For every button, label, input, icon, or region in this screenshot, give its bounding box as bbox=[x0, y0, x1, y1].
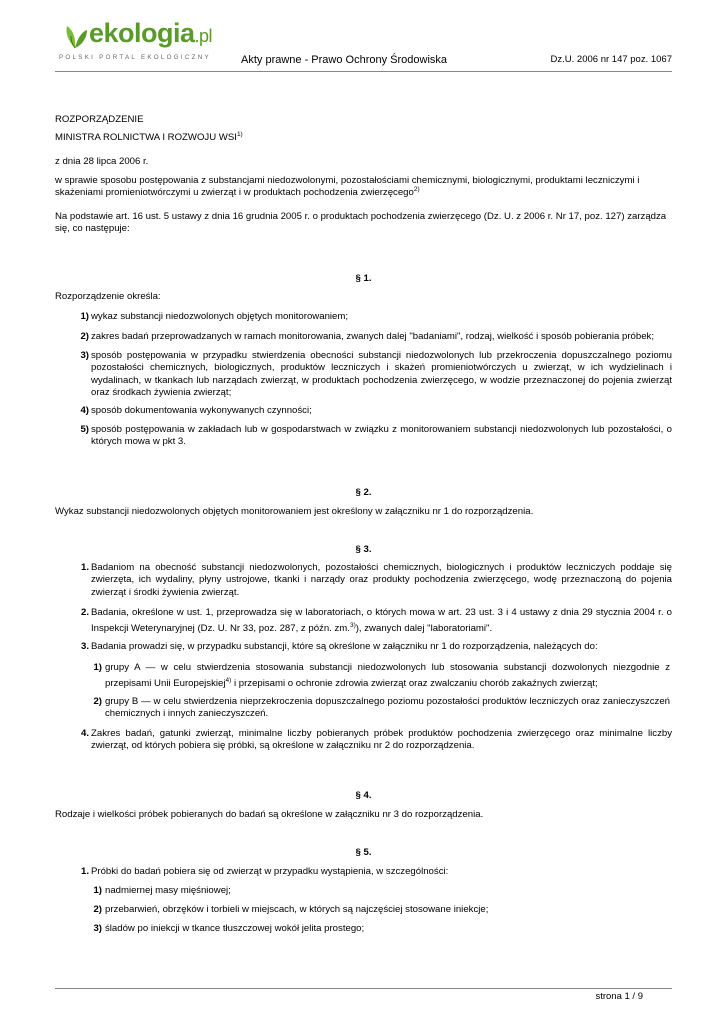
list-item: 4) sposób dokumentowania wykonywanych czynności; bbox=[80, 405, 312, 416]
list-item: 1) grupy A — w celu stwierdzenia stosowania substancji niedozwolonych lub stosowania substancji dozwolonych niezgodnie z przepisami Unii Europejskiej$^{4)}$ i przepisami o ochronie zdrowia zwierząt oraz zwalczaniu chorób zakaźnych zwierząt; bbox=[93, 662, 670, 690]
ekologia-logo[interactable] bbox=[59, 20, 229, 70]
list-item: 5) sposób postępowania w zakładach lub w gospodarstwach w związku z monitorowaniem substancji niedozwolonych lub pozostałości, o których mowa w pkt 3. bbox=[80, 424, 672, 448]
paragraph: 3. Badania prowadzi się, w przypadku substancji, które są określone w załączniku nr 1 do rozporządzenia, należących do: bbox=[80, 641, 598, 652]
list-item: 2) zakres badań przeprowadzanych w ramach monitorowania, zwanych dalej "badaniami", rodzaj, wielkość i sposób pobierania próbek; bbox=[80, 331, 655, 342]
list-item: 3) śladów po iniekcji w tkance tłuszczowej wokół jelita prostego; bbox=[93, 923, 365, 934]
section-text: Rodzaje i wielkości próbek pobieranych do badań są określone w załączniku nr 3 do rozporządzenia. bbox=[55, 809, 484, 820]
doc-type: ROZPORZĄDZENIE bbox=[55, 114, 144, 125]
section-heading: § 4. bbox=[355, 790, 372, 801]
footnote-ref[interactable]: 2) bbox=[413, 186, 420, 194]
footer-divider bbox=[55, 988, 672, 989]
header-divider bbox=[55, 71, 672, 72]
paragraph: 4. Zakres badań, gatunki zwierząt, minimalne liczby pobieranych próbek produktów pochodzenia zwierzęcego oraz minimalne liczby zwierząt, od których pobiera się próbki, są określone w załączniku nr 2 do rozporządzenia. bbox=[80, 728, 672, 752]
list-item: 2) grupy B — w celu stwierdzenia nieprzekroczenia dopuszczalnego poziomu pozostałości produktów leczniczych oraz zanieczyszczeń chemicznych i innych zanieczyszczeń. bbox=[93, 696, 670, 720]
section-intro: Rozporządzenie określa: bbox=[55, 291, 161, 302]
section-heading: § 1. bbox=[355, 273, 372, 284]
page-number: strona 1 / 9 bbox=[595, 991, 643, 1002]
logo-wordmark: ekologia.pl bbox=[89, 18, 213, 48]
section-heading: § 2. bbox=[355, 487, 372, 498]
paragraph: 2. Badania, określone w ust. 1, przeprowadza się w laboratoriach, o których mowa w art. 23 ust. 3 i 4 ustawy z dnia 29 stycznia 2004 r. o Inspekcji Weterynaryjnej (Dz. U. Nr 33, poz. 287, z późn. zm.$^{3)}$), zwanych dalej "laboratoriami". bbox=[80, 607, 672, 635]
paragraph: 1. Próbki do badań pobiera się od zwierząt w przypadku wystąpienia, w szczególności: bbox=[80, 866, 449, 877]
doc-basis: Na podstawie art. 16 ust. 5 ustawy z dnia 16 grudnia 2005 r. o produktach pochodzenia zwierzęcego (Dz. U. z 2006 r. Nr 17, poz. 127) zarządza się, co następuje: bbox=[55, 211, 667, 235]
header-title: Akty prawne - Prawo Ochrony Środowiska bbox=[241, 54, 448, 66]
leaf-icon bbox=[61, 22, 89, 50]
page-header bbox=[55, 18, 675, 70]
list-item: 1) nadmiernej masy mięśniowej; bbox=[93, 885, 231, 896]
list-item: 2) przebarwień, obrzęków i torbieli w miejscach, w których są najczęściej stosowane iniekcje; bbox=[93, 904, 489, 915]
footnote-ref[interactable]: 4) bbox=[225, 677, 232, 685]
list-item: 3) sposób postępowania w przypadku stwierdzenia obecności substancji niedozwolonych lub przekroczenia dopuszczalnego poziomu pozostałości chemicznych, biologicznych, produktów leczniczych i skażeń promieniotwórczych u zwierząt, w ich wydzielinach i wydalinach, w tkankach lub narządach zwierząt, w produktach pochodzenia zwierzęcego, w wodzie przeznaczonej do pojenia zwierząt oraz środkach żywienia zwierząt; bbox=[80, 350, 672, 398]
section-heading: § 3. bbox=[355, 544, 372, 555]
section-heading: § 5. bbox=[355, 847, 372, 858]
logo-tagline: POLSKI PORTAL EKOLOGICZNY bbox=[59, 54, 211, 61]
section-text: Wykaz substancji niedozwolonych objętych monitorowaniem jest określony w załączniku nr 1 do rozporządzenia. bbox=[55, 506, 534, 517]
list-item: 1) wykaz substancji niedozwolonych objętych monitorowaniem; bbox=[80, 311, 349, 322]
doc-date: z dnia 28 lipca 2006 r. bbox=[55, 156, 149, 167]
doc-authority: MINISTRA ROLNICTWA I ROZWOJU WSI$^{1)}$ bbox=[55, 130, 243, 143]
footnote-ref[interactable]: 3) bbox=[349, 622, 356, 630]
doc-subject: w sprawie sposobu postępowania z substancjami niedozwolonymi, pozostałościami chemicznymi, biologicznymi, produktami leczniczymi i skażeniami promieniotwórczymi u zwierząt i w produktach pochodzenia zwierzęcego$^{2)}$ bbox=[55, 175, 640, 199]
header-reference: Dz.U. 2006 nr 147 poz. 1067 bbox=[550, 54, 672, 65]
paragraph: 1. Badaniom na obecność substancji niedozwolonych, pozostałości chemicznych, biologicznych i produktów leczniczych poddaje się zwierzęta, ich wydaliny, płyny ustrojowe, tkanki i narządy oraz produkty pochodzenia zwierzęcego, wodę przeznaczoną do pojenia zwierząt i środki żywienia zwierząt. bbox=[80, 562, 672, 598]
footnote-ref[interactable]: 1) bbox=[236, 130, 243, 138]
